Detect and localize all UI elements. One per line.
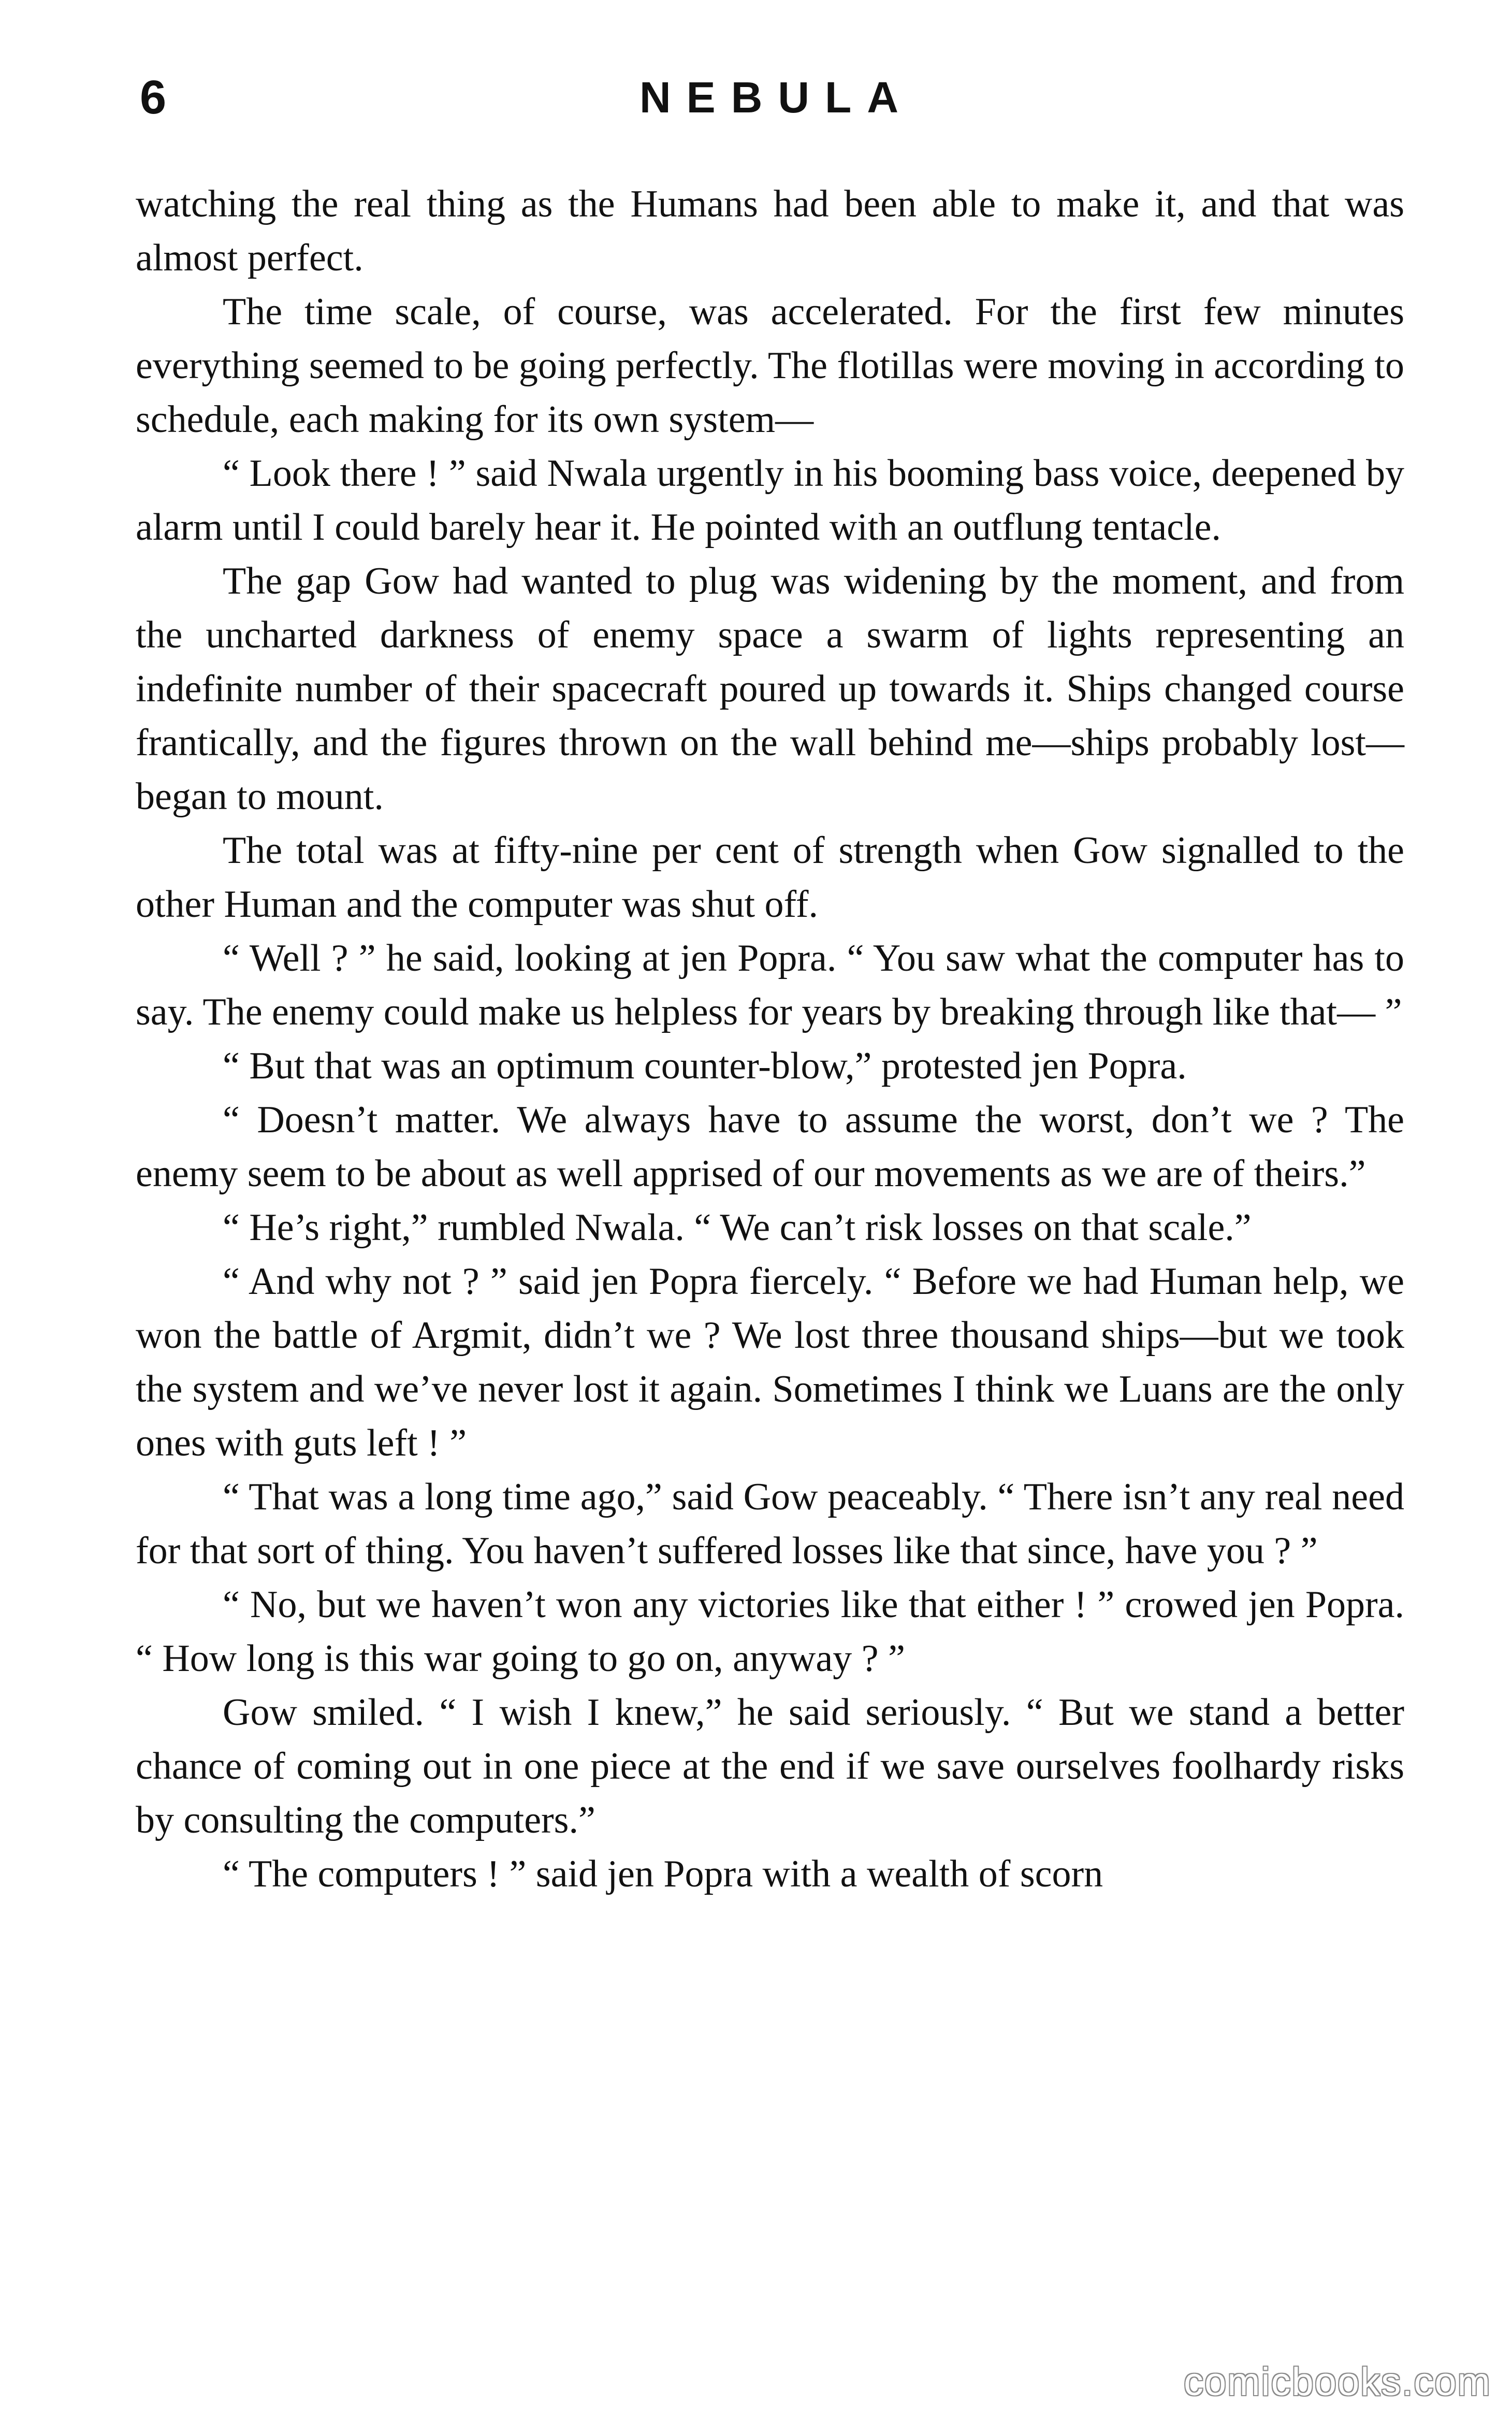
paragraph: “ And why not ? ” said jen Popra fiercely. “ Before we had Human help, we won the battle of Argmit, didn’t we ? We lost three thousand ships—but we took the system and we’ve never lost it again. Sometimes I think we Luans are the only ones with guts left ! ”: [136, 1260, 1404, 1464]
paragraph: The total was at fifty-nine per cent of strength when Gow signalled to the other Human and the computer was shut off.: [136, 829, 1404, 926]
paragraph: “ The computers ! ” said jen Popra with a wealth of scorn: [223, 1853, 1103, 1895]
watermark: comicbooks.com: [1184, 2360, 1491, 2404]
running-head-title: NEBULA: [639, 73, 914, 122]
body-text: [136, 177, 1404, 1901]
paragraph: “ No, but we haven’t won any victories like that either ! ” crowed jen Popra. “ How long is this war going to go on, anyway ? ”: [136, 1583, 1404, 1680]
paragraph: “ That was a long time ago,” said Gow peaceably. “ There isn’t any real need for that sort of thing. You haven’t suffered losses like that since, have you ? ”: [136, 1476, 1404, 1572]
page-number: 6: [140, 71, 167, 124]
paragraph-continued: watching the real thing as the Humans had been able to make it, and that was almost perfect.: [136, 183, 1404, 279]
paragraph: “ Well ? ” he said, looking at jen Popra. “ You saw what the computer has to say. The enemy could make us helpless for years by breaking through like that— ”: [136, 937, 1404, 1033]
page-header: [140, 61, 1398, 134]
paragraph: “ But that was an optimum counter-blow,” protested jen Popra.: [223, 1045, 1187, 1087]
paragraph: The time scale, of course, was accelerated. For the first few minutes everything seemed to be going perfectly. The flotillas were moving in according to schedule, each making for its own system—: [136, 291, 1404, 441]
paragraph: Gow smiled. “ I wish I knew,” he said seriously. “ But we stand a better chance of coming out in one piece at the end if we save ourselves foolhardy risks by consulting the computers.”: [136, 1691, 1404, 1841]
paragraph: “ Look there ! ” said Nwala urgently in his booming bass voice, deepened by alarm until I could barely hear it. He pointed with an outflung tentacle.: [136, 452, 1404, 549]
paragraph: The gap Gow had wanted to plug was widening by the moment, and from the uncharted darkness of enemy space a swarm of lights representing an indefinite number of their spacecraft poured up towards it. Ships changed course frantically, and the figures thrown on the wall behind me—ships probably lost—began to mount.: [136, 560, 1404, 818]
paragraph: “ He’s right,” rumbled Nwala. “ We can’t risk losses on that scale.”: [223, 1206, 1252, 1249]
paragraph: “ Doesn’t matter. We always have to assume the worst, don’t we ? The enemy seem to be about as well apprised of our movements as we are of theirs.”: [136, 1099, 1404, 1195]
